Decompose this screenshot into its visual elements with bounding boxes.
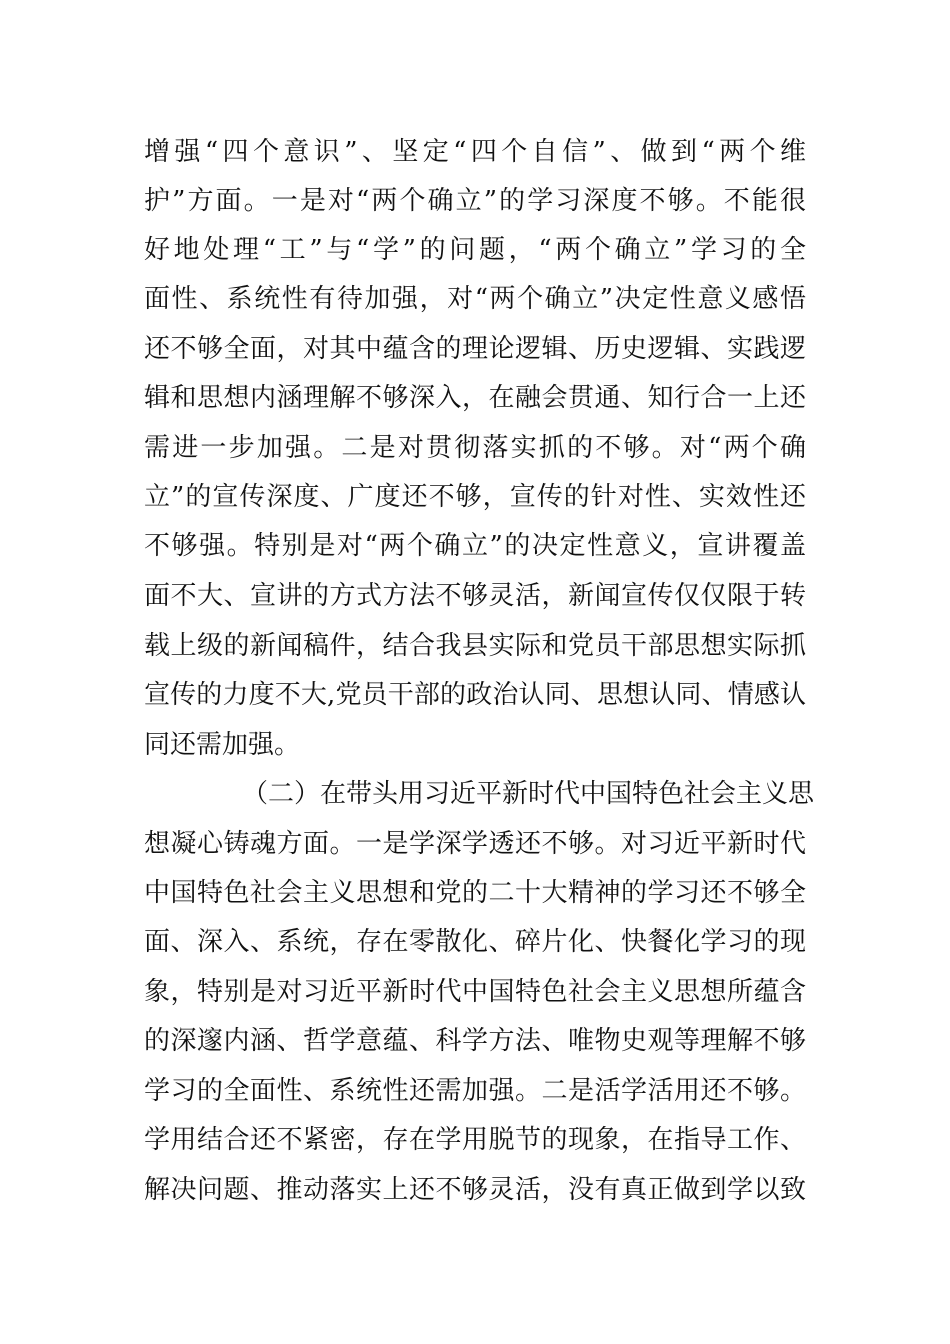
text-line-9: 不够强。特别是对“两个确立”的决定性意义，宣讲覆盖: [144, 531, 806, 561]
text-line-12: 宣传的力度不大,党员干部的政治认同、思想认同、情感认: [144, 680, 806, 710]
text-line-4: 面性、系统性有待加强，对“两个确立”决定性意义感悟: [144, 284, 806, 314]
text-line-17: 面、深入、系统，存在零散化、碎片化、快餐化学习的现: [144, 927, 806, 957]
text-line-13: 同还需加强。: [144, 730, 301, 760]
text-line-19: 的深邃内涵、哲学意蕴、科学方法、唯物史观等理解不够: [144, 1026, 806, 1056]
text-line-18: 象，特别是对习近平新时代中国特色社会主义思想所蕴含: [144, 977, 806, 1007]
text-line-22: 解决问题、推动落实上还不够灵活，没有真正做到学以致: [144, 1175, 806, 1205]
text-line-20: 学习的全面性、系统性还需加强。二是活学活用还不够。: [144, 1076, 806, 1106]
text-line-21: 学用结合还不紧密，存在学用脱节的现象，在指导工作、: [144, 1125, 806, 1155]
text-line-8: 立”的宣传深度、广度还不够，宣传的针对性、实效性还: [144, 482, 806, 512]
text-line-6: 辑和思想内涵理解不够深入，在融会贯通、知行合一上还: [144, 383, 806, 413]
text-line-7: 需进一步加强。二是对贯彻落实抓的不够。对“两个确: [144, 433, 806, 463]
text-line-2: 护”方面。一是对“两个确立”的学习深度不够。不能很: [144, 186, 806, 216]
text-line-5: 还不够全面，对其中蕴含的理论逻辑、历史逻辑、实践逻: [144, 334, 806, 364]
text-line-15: 想凝心铸魂方面。一是学深学透还不够。对习近平新时代: [144, 829, 806, 859]
text-line-1: 增强“四个意识”、坚定“四个自信”、做到“两个维: [144, 137, 806, 167]
text-line-10: 面不大、宣讲的方式方法不够灵活，新闻宣传仅仅限于转: [144, 581, 806, 611]
text-line-16: 中国特色社会主义思想和党的二十大精神的学习还不够全: [144, 878, 806, 908]
text-line-3: 好地处理“工”与“学”的问题，“两个确立”学习的全: [144, 235, 806, 265]
text-line-11: 载上级的新闻稿件，结合我县实际和党员干部思想实际抓: [144, 631, 806, 661]
section-heading-line: （二）在带头用习近平新时代中国特色社会主义思: [242, 779, 815, 809]
